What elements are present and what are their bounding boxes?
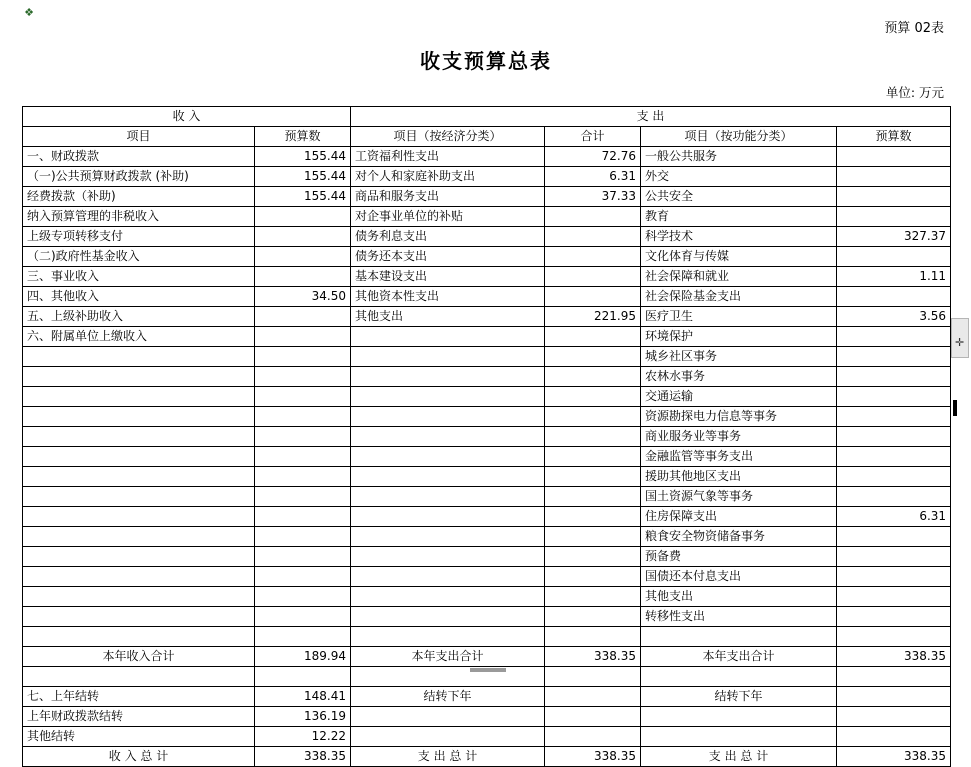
expense-econ-label: 对企事业单位的补贴 [351, 207, 545, 227]
income-item-value [255, 527, 351, 547]
income-year-total-label: 本年收入合计 [23, 647, 255, 667]
page-edge-marker [953, 400, 957, 416]
expense-econ-label: 其他资本性支出 [351, 287, 545, 307]
income-item-value [255, 367, 351, 387]
expense-econ-label [351, 527, 545, 547]
expense-econ-label [351, 427, 545, 447]
expense-econ-label: 工资福利性支出 [351, 147, 545, 167]
table-row [23, 607, 951, 627]
expense-func-value [837, 607, 951, 627]
expense-econ-value [545, 227, 641, 247]
expense-func-value [837, 147, 951, 167]
income-grand-total-label: 收 入 总 计 [23, 747, 255, 767]
expense-func-grand-total-label: 支 出 总 计 [641, 747, 837, 767]
expense-func-label: 教育 [641, 207, 837, 227]
carryover-label: 七、上年结转 [23, 687, 255, 707]
expense-func-value [837, 407, 951, 427]
table-row [23, 407, 951, 427]
col-header-expense-func-budget: 预算数 [837, 127, 951, 147]
expense-econ-label [351, 367, 545, 387]
expense-func-label [641, 627, 837, 647]
income-item-label [23, 387, 255, 407]
expense-econ-value [545, 447, 641, 467]
page-title: 收支预算总表 [420, 49, 552, 73]
col-header-expense-func-item: 项目（按功能分类） [641, 127, 837, 147]
col-header-income-budget: 预算数 [255, 127, 351, 147]
expense-func-label: 粮食安全物资储备事务 [641, 527, 837, 547]
table-row [23, 207, 951, 227]
expense-func-label [641, 707, 837, 727]
income-item-label: 上级专项转移支付 [23, 227, 255, 247]
income-item-label: 三、事业收入 [23, 267, 255, 287]
table-row [23, 487, 951, 507]
expense-econ-value [545, 327, 641, 347]
income-item-label: 六、附属单位上缴收入 [23, 327, 255, 347]
expense-func-label: 转移性支出 [641, 607, 837, 627]
expense-func-value [837, 207, 951, 227]
expense-func-label: 文化体育与传媒 [641, 247, 837, 267]
table-row-blank [23, 627, 951, 647]
income-item-value [255, 467, 351, 487]
expense-econ-label [351, 667, 545, 687]
expense-econ-value [545, 467, 641, 487]
expense-func-label: 援助其他地区支出 [641, 467, 837, 487]
income-item-value [255, 387, 351, 407]
expense-func-value: 3.56 [837, 307, 951, 327]
table-row [23, 287, 951, 307]
col-header-income-item: 项目 [23, 127, 255, 147]
expense-econ-year-total-value: 338.35 [545, 647, 641, 667]
expense-func-value [837, 327, 951, 347]
expense-func-value [837, 387, 951, 407]
expense-econ-label: 商品和服务支出 [351, 187, 545, 207]
income-item-label [23, 547, 255, 567]
income-item-value [255, 607, 351, 627]
expense-func-value [837, 727, 951, 747]
expense-econ-label [351, 567, 545, 587]
income-item-value: 155.44 [255, 187, 351, 207]
expense-func-label: 住房保障支出 [641, 507, 837, 527]
vertical-scrollbar[interactable] [951, 318, 969, 358]
expense-econ-value [545, 707, 641, 727]
expense-func-value [837, 587, 951, 607]
expense-econ-label [351, 447, 545, 467]
income-item-value [255, 307, 351, 327]
expense-econ-value [545, 667, 641, 687]
expense-econ-value [545, 727, 641, 747]
expense-func-value [837, 447, 951, 467]
income-item-label: 经费拨款（补助) [23, 187, 255, 207]
expense-func-label: 国债还本付息支出 [641, 567, 837, 587]
col-header-expense-econ-item: 项目（按经济分类） [351, 127, 545, 147]
expense-econ-value [545, 487, 641, 507]
expense-func-label: 预备费 [641, 547, 837, 567]
expense-func-label: 一般公共服务 [641, 147, 837, 167]
carryover-value: 136.19 [255, 707, 351, 727]
table-row [23, 347, 951, 367]
table-row-carryover [23, 687, 951, 707]
expense-econ-value [545, 287, 641, 307]
carryover-label: 上年财政拨款结转 [23, 707, 255, 727]
expense-func-label: 环境保护 [641, 327, 837, 347]
expense-econ-value [545, 547, 641, 567]
income-grand-total-value: 338.35 [255, 747, 351, 767]
carryover-value: 148.41 [255, 687, 351, 707]
table-row [23, 547, 951, 567]
table-row [23, 187, 951, 207]
expense-econ-label [351, 627, 545, 647]
expense-func-value [837, 667, 951, 687]
carryover-next-year-econ-value [545, 687, 641, 707]
expense-func-label [641, 727, 837, 747]
carryover-next-year-func-label: 结转下年 [641, 687, 837, 707]
table-row [23, 367, 951, 387]
expense-func-label: 农林水事务 [641, 367, 837, 387]
income-item-label [23, 447, 255, 467]
expense-econ-value [545, 627, 641, 647]
table-row [23, 507, 951, 527]
expense-func-value [837, 287, 951, 307]
expense-econ-value: 72.76 [545, 147, 641, 167]
expense-func-value [837, 567, 951, 587]
expense-econ-label [351, 727, 545, 747]
income-item-value [255, 627, 351, 647]
income-item-label [23, 407, 255, 427]
col-header-expense-econ-total: 合计 [545, 127, 641, 147]
expense-func-value [837, 547, 951, 567]
zoom-in-icon[interactable]: ✛ [955, 336, 965, 349]
income-item-value [255, 667, 351, 687]
expense-econ-label [351, 587, 545, 607]
expense-func-label: 医疗卫生 [641, 307, 837, 327]
expense-func-value [837, 487, 951, 507]
expense-econ-value [545, 427, 641, 447]
expense-func-value [837, 187, 951, 207]
table-row [23, 527, 951, 547]
expense-econ-value [545, 367, 641, 387]
expense-func-label: 科学技术 [641, 227, 837, 247]
expense-func-year-total-value: 338.35 [837, 647, 951, 667]
expense-func-value [837, 527, 951, 547]
table-row-carryover [23, 727, 951, 747]
income-item-value [255, 407, 351, 427]
form-code: 预算 02表 [884, 21, 944, 36]
expense-group-header: 支 出 [351, 107, 951, 127]
expense-func-value [837, 247, 951, 267]
income-item-value [255, 327, 351, 347]
income-item-label: 纳入预算管理的非税收入 [23, 207, 255, 227]
carryover-next-year-func-value [837, 687, 951, 707]
table-row [23, 467, 951, 487]
expense-econ-label: 其他支出 [351, 307, 545, 327]
expense-econ-label [351, 507, 545, 527]
expense-econ-label: 债务利息支出 [351, 227, 545, 247]
carryover-next-year-econ-label: 结转下年 [351, 687, 545, 707]
income-item-value [255, 247, 351, 267]
expense-econ-value [545, 407, 641, 427]
income-item-value [255, 227, 351, 247]
income-item-label [23, 627, 255, 647]
expense-func-value [837, 167, 951, 187]
expense-econ-value [545, 507, 641, 527]
expense-econ-year-total-label: 本年支出合计 [351, 647, 545, 667]
expense-econ-value [545, 387, 641, 407]
expense-econ-label: 债务还本支出 [351, 247, 545, 267]
table-row [23, 147, 951, 167]
table-row [23, 567, 951, 587]
expense-econ-value: 6.31 [545, 167, 641, 187]
table-row [23, 247, 951, 267]
income-item-label [23, 567, 255, 587]
income-item-label: （一)公共预算财政拨款 (补助) [23, 167, 255, 187]
unit-note: 单位: 万元 [885, 85, 944, 100]
income-item-value [255, 487, 351, 507]
table-row-carryover [23, 707, 951, 727]
income-item-label: 一、财政拨款 [23, 147, 255, 167]
expense-func-label [641, 667, 837, 687]
decorative-marker-icon: ❖ [24, 6, 34, 19]
carryover-value: 12.22 [255, 727, 351, 747]
expense-econ-value [545, 527, 641, 547]
expense-func-value [837, 427, 951, 447]
expense-econ-label [351, 467, 545, 487]
expense-func-value [837, 367, 951, 387]
expense-func-value [837, 347, 951, 367]
expense-func-label: 公共安全 [641, 187, 837, 207]
expense-func-value: 1.11 [837, 267, 951, 287]
income-item-value [255, 347, 351, 367]
income-item-label [23, 487, 255, 507]
table-row [23, 307, 951, 327]
expense-econ-grand-total-value: 338.35 [545, 747, 641, 767]
income-item-label [23, 467, 255, 487]
expense-func-label: 交通运输 [641, 387, 837, 407]
expense-econ-label [351, 487, 545, 507]
income-item-label [23, 587, 255, 607]
expense-econ-value: 37.33 [545, 187, 641, 207]
income-item-value [255, 447, 351, 467]
income-item-value [255, 427, 351, 447]
expense-econ-label [351, 607, 545, 627]
expense-econ-grand-total-label: 支 出 总 计 [351, 747, 545, 767]
expense-func-label: 社会保障和就业 [641, 267, 837, 287]
expense-econ-label [351, 407, 545, 427]
expense-func-grand-total-value: 338.35 [837, 747, 951, 767]
expense-econ-label [351, 387, 545, 407]
expense-func-value [837, 707, 951, 727]
expense-func-value: 6.31 [837, 507, 951, 527]
expense-func-year-total-label: 本年支出合计 [641, 647, 837, 667]
expense-econ-label [351, 707, 545, 727]
income-group-header: 收 入 [23, 107, 351, 127]
income-item-label [23, 527, 255, 547]
expense-econ-label [351, 347, 545, 367]
expense-func-value: 327.37 [837, 227, 951, 247]
income-item-value [255, 587, 351, 607]
income-item-value: 155.44 [255, 167, 351, 187]
table-row [23, 227, 951, 247]
expense-func-label: 资源勘探电力信息等事务 [641, 407, 837, 427]
expense-econ-label: 对个人和家庭补助支出 [351, 167, 545, 187]
expense-econ-value [545, 607, 641, 627]
income-item-label [23, 427, 255, 447]
expense-econ-label [351, 327, 545, 347]
expense-func-label: 商业服务业等事务 [641, 427, 837, 447]
income-item-value [255, 207, 351, 227]
expense-func-label: 其他支出 [641, 587, 837, 607]
income-item-value [255, 267, 351, 287]
expense-econ-value [545, 207, 641, 227]
income-item-value: 155.44 [255, 147, 351, 167]
expense-func-label: 社会保险基金支出 [641, 287, 837, 307]
table-row [23, 167, 951, 187]
table-row [23, 267, 951, 287]
table-row-grand-total [23, 747, 951, 767]
expense-econ-value [545, 567, 641, 587]
expense-func-value [837, 467, 951, 487]
expense-econ-value [545, 347, 641, 367]
expense-econ-value [545, 247, 641, 267]
income-item-value [255, 547, 351, 567]
table-row [23, 447, 951, 467]
table-row [23, 327, 951, 347]
budget-sheet [22, 18, 950, 767]
expense-func-label: 国土资源气象等事务 [641, 487, 837, 507]
expense-func-label: 外交 [641, 167, 837, 187]
table-row [23, 587, 951, 607]
income-item-label: 四、其他收入 [23, 287, 255, 307]
income-item-label [23, 507, 255, 527]
expense-econ-label: 基本建设支出 [351, 267, 545, 287]
income-item-value: 34.50 [255, 287, 351, 307]
expense-econ-label [351, 547, 545, 567]
income-item-value [255, 507, 351, 527]
income-item-value [255, 567, 351, 587]
income-item-label [23, 367, 255, 387]
income-item-label [23, 607, 255, 627]
income-item-label [23, 347, 255, 367]
table-row-year-total [23, 647, 951, 667]
expense-econ-value [545, 587, 641, 607]
expense-func-value [837, 627, 951, 647]
table-row [23, 427, 951, 447]
carryover-label: 其他结转 [23, 727, 255, 747]
horizontal-scrollbar[interactable] [470, 668, 506, 672]
income-item-label: （二)政府性基金收入 [23, 247, 255, 267]
table-row [23, 387, 951, 407]
table-group-header-row [23, 107, 951, 127]
income-item-label: 五、上级补助收入 [23, 307, 255, 327]
expense-econ-value: 221.95 [545, 307, 641, 327]
income-item-label [23, 667, 255, 687]
income-year-total-value: 189.94 [255, 647, 351, 667]
table-column-header-row [23, 127, 951, 147]
expense-func-label: 城乡社区事务 [641, 347, 837, 367]
expense-func-label: 金融监管等事务支出 [641, 447, 837, 467]
expense-econ-value [545, 267, 641, 287]
